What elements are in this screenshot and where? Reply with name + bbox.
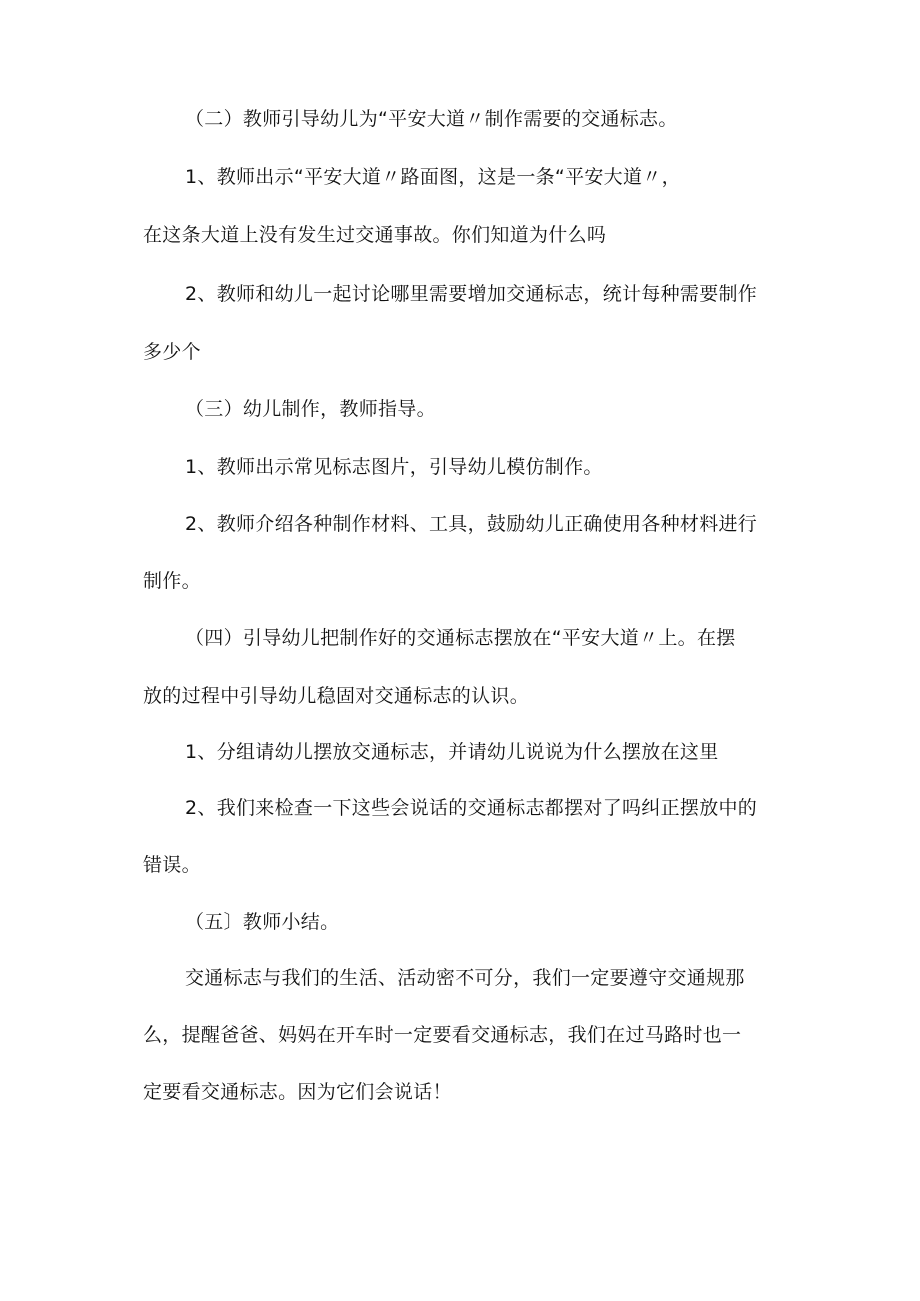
paragraph-line: 制作。 bbox=[143, 570, 201, 592]
paragraph-line: 放的过程中引导幼儿稳固对交通标志的认识。 bbox=[143, 685, 530, 707]
section-heading-two: （二）教师引导幼儿为“平安大道〃制作需要的交通标志。 bbox=[185, 108, 678, 130]
paragraph-line: 2、我们来检查一下这些会说话的交通标志都摆对了吗纠正摆放中的 bbox=[185, 797, 758, 819]
paragraph-line: 1、教师出示常见标志图片，引导幼儿模仿制作。 bbox=[185, 456, 603, 478]
paragraph-line: 2、教师和幼儿一起讨论哪里需要增加交通标志，统计每种需要制作 bbox=[185, 283, 758, 305]
paragraph-line: 错误。 bbox=[143, 854, 201, 876]
paragraph-line: 定要看交通标志。因为它们会说话！ bbox=[143, 1081, 452, 1103]
paragraph-line: 2、教师介绍各种制作材料、工具，鼓励幼儿正确使用各种材料进行 bbox=[185, 513, 758, 535]
paragraph-line: 1、分组请幼儿摆放交通标志，并请幼儿说说为什么摆放在这里 bbox=[185, 741, 719, 763]
paragraph-line: 1、教师出示“平安大道〃路面图，这是一条“平安大道〃， bbox=[185, 166, 681, 188]
paragraph-line: 多少个 bbox=[143, 341, 201, 363]
section-heading-four: （四）引导幼儿把制作好的交通标志摆放在“平安大道〃上。在摆 bbox=[185, 627, 736, 649]
paragraph-line: 交通标志与我们的生活、活动密不可分，我们一定要遵守交通规那 bbox=[185, 967, 745, 989]
section-heading-five: （五〕教师小结。 bbox=[185, 911, 340, 933]
paragraph-line: 在这条大道上没有发生过交通事故。你们知道为什么吗 bbox=[143, 224, 607, 246]
section-heading-three: （三）幼儿制作，教师指导。 bbox=[185, 398, 436, 420]
paragraph-line: 么，提醒爸爸、妈妈在开车时一定要看交通标志，我们在过马路时也一 bbox=[143, 1024, 742, 1046]
